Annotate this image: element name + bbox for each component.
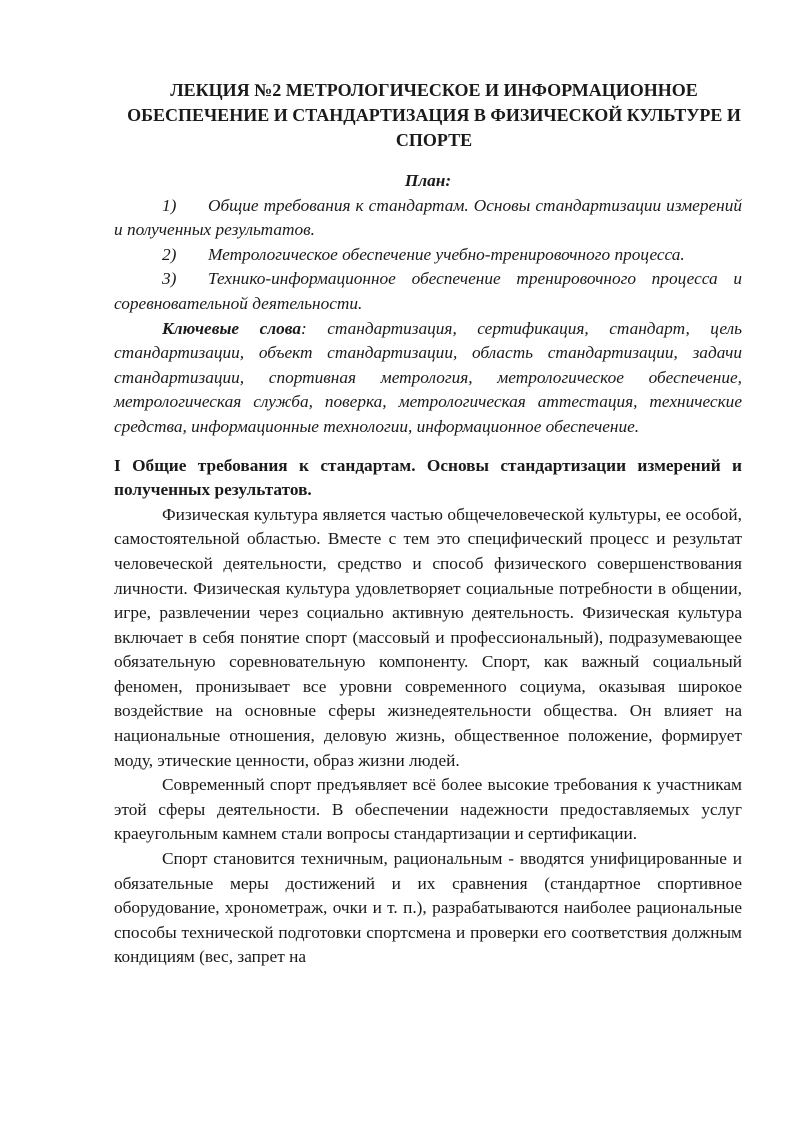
- plan-heading: План:: [404, 171, 452, 190]
- plan-item-text: Технико-информационное обеспечение тренировочного процесса и соревновательной деятельности.: [114, 269, 742, 313]
- section-heading: I Общие требования к стандартам. Основы стандартизации измерений и полученных результатов.: [114, 455, 742, 500]
- lecture-title: ЛЕКЦИЯ №2 МЕТРОЛОГИЧЕСКОЕ И ИНФОРМАЦИОННОЕ ОБЕСПЕЧЕНИЕ И СТАНДАРТИЗАЦИЯ В ФИЗИЧЕСКОЙ КУЛЬТУРЕ И СПОРТЕ: [127, 80, 741, 150]
- plan-item-3: [114, 267, 742, 316]
- keywords-paragraph: [114, 317, 742, 440]
- plan-item-2: [114, 243, 742, 268]
- plan-item-number: 1): [162, 195, 177, 215]
- plan-item-1: [114, 194, 742, 243]
- body-paragraph-2: Современный спорт предъявляет всё более высокие требования к участникам этой сферы деятельности. В обеспечении надежности предоставляемых услуг краеугольным камнем стали вопросы стандартизации и сертификации.: [114, 775, 742, 844]
- plan-item-text: Общие требования к стандартам. Основы стандартизации измерений и полученных результатов.: [114, 195, 742, 240]
- plan-item-number: 3): [162, 269, 177, 289]
- plan-item-number: 2): [162, 244, 177, 264]
- body-paragraph-3: Спорт становится техничным, рациональным - вводятся унифицированные и обязательные меры достижений и их сравнения (стандартное спортивное оборудование, хронометраж, очки и т. п.), разрабатываются наиболее рациональные способы технической подготовки спортсмена и проверки его соответствия должным кондициям (вес, запрет на: [114, 849, 742, 967]
- plan-item-text: Метрологическое обеспечение учебно-тренировочного процесса.: [208, 244, 685, 264]
- body-paragraph-1: Физическая культура является частью общечеловеческой культуры, ее особой, самостоятельной областью. Вместе с тем это специфический процесс и результат человеческой деятельности, средство и способ физического совершенствования личности. Физическая культура удовлетворяет социальные потребности в общении, игре, развлечении через социально активную деятельность. Физическая культура включает в себя понятие спорт (массовый и профессиональный), подразумевающее обязательную соревновательную компоненту. Спорт, как важный социальный феномен, пронизывает все уровни современного социума, оказывая широкое воздействие на основные сферы жизнедеятельности общества. Он влияет на национальные отношения, деловую жизнь, общественное положение, формирует моду, этические ценности, образ жизни людей.: [114, 504, 742, 770]
- keywords-text: : стандартизация, сертификация, стандарт, цель стандартизации, объект стандартизации, область стандартизации, задачи стандартизации, спортивная метрология, метрологическое обеспечение, метрологическая служба, поверка, метрологическая аттестация, технические средства, информационные технологии, информационное обеспечение.: [114, 318, 743, 436]
- keywords-label: Ключевые слова: [162, 318, 302, 338]
